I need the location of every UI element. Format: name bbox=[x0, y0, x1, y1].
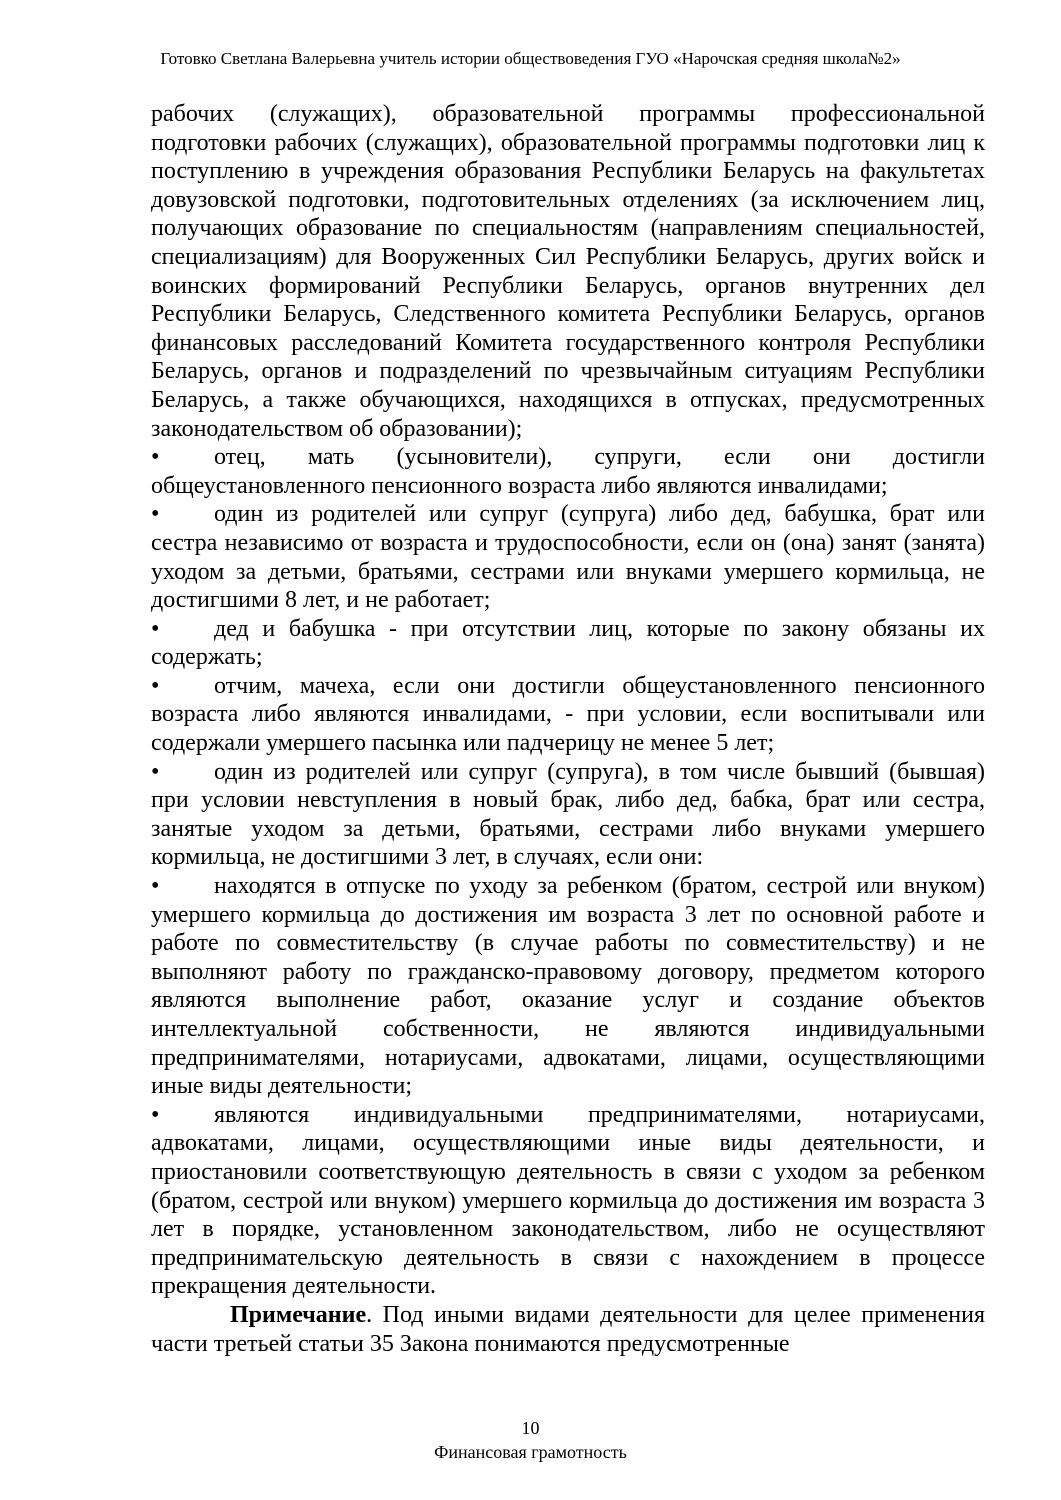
list-item bbox=[151, 443, 985, 500]
list-item bbox=[151, 758, 985, 872]
list-item-text: отчим, мачеха, если они достигли общеустановленного пенсионного возраста либо являются инвалидами, - при условии, если воспитывали или содержали умершего пасынка или падчерицу не менее 5 лет; bbox=[151, 672, 985, 757]
note-label: Примечание bbox=[230, 1301, 367, 1328]
list-item bbox=[151, 672, 985, 758]
bullet-icon: • bbox=[151, 758, 160, 785]
list-item-text: один из родителей или супруг (супруга) либо дед, бабушка, брат или сестра независимо от возраста и трудоспособности, если он (она) занят (занята) уходом за детьми, братьями, сестрами или внуками умершего кормильца, не достигшими 8 лет, и не работает; bbox=[151, 501, 985, 614]
bullet-icon: • bbox=[151, 873, 160, 900]
list-item-text: находятся в отпуске по уходу за ребенком (братом, сестрой или внуком) умершего кормильца до достижения им возраста 3 лет по основной работе и работе по совместительству (в случае работы по совместительству) и не выполняют работу по гражданско-правовому договору, предметом которого являются выполнение работ, оказание услуг и создание объектов интеллектуальной собственности, не являются индивидуальными предпринимателями, нотариусами, адвокатами, лицами, осуществляющими иные виды деятельности; bbox=[151, 873, 985, 1100]
list-item bbox=[151, 500, 985, 614]
continuation-paragraph: рабочих (служащих), образовательной программы профессиональной подготовки рабочих (служащих), образовательной программы подготовки лиц к поступлению в учреждения образования Республики Беларусь на факультетах довузовской подготовки, подготовительных отделениях (за исключением лиц, получающих образование по специальностям (направлениям специальностей, специализациям) для Вооруженных Сил Республики Беларусь, других войск и воинских формирований Республики Беларусь, органов внутренних дел Республики Беларусь, Следственного комитета Республики Беларусь, органов финансовых расследований Комитета государственного контроля Республики Беларусь, органов и подразделений по чрезвычайным ситуациям Республики Беларусь, а также обучающихся, находящихся в отпусках, предусмотренных законодательством об образовании); bbox=[151, 101, 985, 442]
list-item bbox=[151, 1101, 985, 1301]
list-item-text: дед и бабушка - при отсутствии лиц, которые по закону обязаны их содержать; bbox=[151, 615, 985, 671]
bullet-icon: • bbox=[151, 1101, 160, 1128]
page-number: 10 bbox=[521, 1418, 540, 1438]
bullet-icon: • bbox=[151, 444, 160, 471]
bullet-icon: • bbox=[151, 615, 160, 642]
note-paragraph bbox=[151, 1301, 985, 1358]
bullet-icon: • bbox=[151, 672, 160, 699]
bullet-icon: • bbox=[151, 501, 160, 528]
list-item-text: один из родителей или супруг (супруга), в том числе бывший (бывшая) при условии невступления в новый брак, либо дед, бабка, брат или сестра, занятые уходом за детьми, братьями, сестрами либо внуками умершего кормильца, не достигшими 3 лет, в случаях, если они: bbox=[151, 758, 985, 871]
list-item-text: являются индивидуальными предпринимателями, нотариусами, адвокатами, лицами, осуществляющими иные виды деятельности, и приостановили соответствующую деятельность в связи с уходом за ребенком (братом, сестрой или внуком) умершего кормильца до достижения им возраста 3 лет в порядке, установленном законодательством, либо не осуществляют предпринимательскую деятельность в связи с нахождением в процессе прекращения деятельности. bbox=[151, 1101, 985, 1300]
page-header: Готовко Светлана Валерьевна учитель истории обществоведения ГУО «Нарочская средняя школа№2» bbox=[160, 49, 901, 68]
list-item bbox=[151, 615, 985, 672]
list-item-text: отец, мать (усыновители), супруги, если они достигли общеустановленного пенсионного возраста либо являются инвалидами; bbox=[151, 444, 985, 499]
page-footer: Финансовая грамотность bbox=[434, 1442, 627, 1462]
document-body bbox=[151, 100, 985, 1358]
list-item bbox=[151, 872, 985, 1101]
note-text: . Под иными видами деятельности для целее применения части третьей статьи 35 Закона понимаются предусмотренные bbox=[151, 1301, 985, 1357]
